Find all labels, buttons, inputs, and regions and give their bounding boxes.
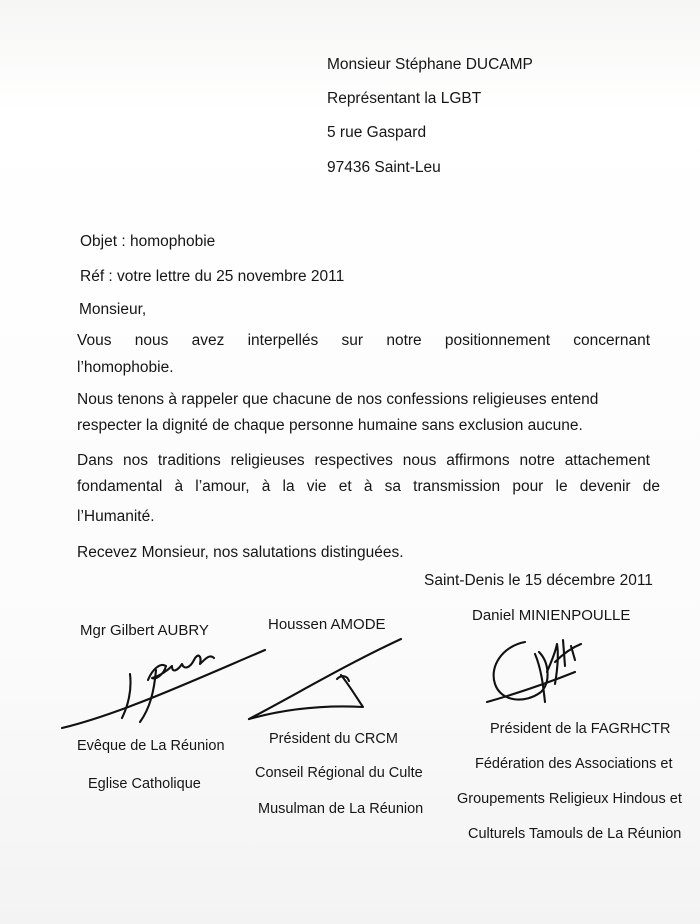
signatory-3-title-line-2: Fédération des Associations et [475, 756, 673, 772]
signature-minienpoulle [485, 632, 595, 712]
signature-amode [245, 635, 405, 730]
paragraph-1-line-1: Vous nous avez interpellés sur notre positionnement concernant [77, 332, 650, 349]
signatory-2-title-line-1: Président du CRCM [269, 731, 398, 747]
signatory-3-title-line-4: Culturels Tamouls de La Réunion [468, 826, 682, 842]
signature-aubry [60, 640, 270, 735]
signatory-2-name: Houssen AMODE [268, 616, 386, 633]
paragraph-2-line-1: Nous tenons à rappeler que chacune de nos confessions religieuses entend [77, 391, 599, 408]
place-and-date: Saint-Denis le 15 décembre 2011 [424, 572, 653, 589]
signatory-1-title-line-2: Eglise Catholique [88, 776, 201, 792]
paragraph-2-line-2: respecter la dignité de chaque personne humaine sans exclusion aucune. [77, 417, 583, 434]
salutation: Monsieur, [79, 301, 147, 318]
signatory-3-title-line-1: Président de la FAGRHCTR [490, 721, 671, 737]
paragraph-3-line-2: fondamental à l’amour, à la vie et à sa transmission pour le devenir de [77, 478, 660, 495]
signatory-2-title-line-3: Musulman de La Réunion [258, 801, 424, 817]
recipient-name: Monsieur Stéphane DUCAMP [327, 56, 533, 73]
recipient-role: Représentant la LGBT [327, 90, 482, 107]
signatory-3-title-line-3: Groupements Religieux Hindous et [457, 791, 682, 807]
closing-formula: Recevez Monsieur, nos salutations distinguées. [77, 544, 404, 561]
recipient-street: 5 rue Gaspard [327, 124, 427, 141]
reference-line: Réf : votre lettre du 25 novembre 2011 [80, 268, 345, 285]
paragraph-1-line-2: l’homophobie. [77, 359, 174, 376]
recipient-city: 97436 Saint-Leu [327, 159, 441, 176]
subject-line: Objet : homophobie [80, 233, 216, 250]
signatory-2-title-line-2: Conseil Régional du Culte [255, 765, 423, 781]
signatory-1-title-line-1: Evêque de La Réunion [77, 738, 225, 754]
paragraph-3-line-1: Dans nos traditions religieuses respectives nous affirmons notre attachement [77, 452, 650, 469]
paragraph-3-line-3: l’Humanité. [77, 508, 155, 525]
signatory-3-name: Daniel MINIENPOULLE [472, 607, 631, 624]
signatory-1-name: Mgr Gilbert AUBRY [80, 622, 209, 639]
